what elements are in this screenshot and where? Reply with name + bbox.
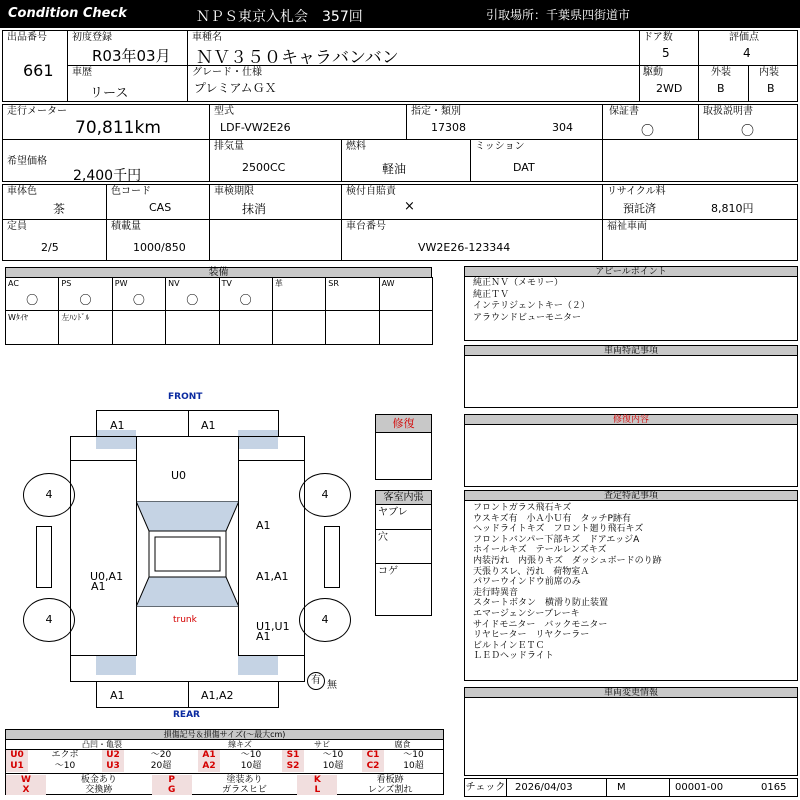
legend-desc: 10超 [240,761,262,771]
inspection-cell [209,184,342,220]
equipment-label: AW [381,279,395,288]
lot-cell [2,30,68,102]
inspection-note-line: ヘッドライトキズ フロント廻り飛石キズ [473,524,644,535]
first-reg-value: R03年03月 [92,47,171,65]
self-liability-label: 検付自賠責 [346,186,396,197]
equipment-label: TV [221,279,232,288]
meter-label: 走行メーター [7,106,67,117]
legend-other-desc: ガラスヒビ [222,785,267,795]
mark-right-front-door: A1 [256,519,271,532]
car-name-label: 車種名 [192,32,222,43]
appeal-panel [464,266,798,341]
equipment-label: PS [61,279,72,288]
grade-label: グレード・仕様 [192,67,262,78]
equipment-cell [112,277,166,311]
right-fender-line [239,460,305,461]
spare-no-label: 無 [327,680,337,691]
mark-right-side: A1,A1 [256,570,289,583]
inspection-note-line: ウスキズ有 小Ａ小Ｕ有 タッチP跡有 [473,513,631,524]
appeal-line: 純正ＮＶ（メモリー） [473,278,564,288]
legend-code: S2 [282,761,304,772]
inspection-notes-panel [464,490,798,681]
trunk-label: trunk [173,615,197,625]
recycle-fee: 8,810円 [711,202,754,215]
footer-number: 0165 [761,782,787,793]
equipment-value: 〇 [132,293,145,307]
legend-code: U0 [6,750,28,761]
cabin-divider-2 [376,563,431,564]
equipment-cell [379,277,433,311]
legend-other-desc: 板金あり [80,775,117,785]
meter-cell [2,104,210,140]
tire-rear-right [299,598,351,642]
equipment-cell [5,277,59,311]
appeal-title: アピールポイント [465,267,797,277]
load-value: 1000/850 [133,241,186,254]
equipment-label: NV [168,279,180,288]
inspection-value: 抹消 [242,202,267,216]
special-notes-panel [464,345,798,408]
capacity-cell [2,219,107,261]
legend-code: C2 [362,761,384,772]
check-label: チェック [465,779,507,796]
mission-value: DAT [513,161,535,174]
check-date: 2026/04/03 [515,782,573,793]
inspection-note-line: エマージェンシーブレーキ [473,608,580,619]
displacement-label: 排気量 [214,141,244,152]
inspection-label: 車検期限 [214,186,254,197]
cabin-box [375,490,432,616]
equipment-extra-cell [325,310,379,345]
mark-hood: U0 [171,469,187,482]
warranty-value: 〇 [641,124,655,139]
legend-desc: 〜10 [54,761,76,771]
equipment-value: 〇 [26,293,39,307]
mark-left-slide-door-2: A1 [91,580,106,593]
displacement-cell [209,139,342,182]
equipment-cell [272,277,326,311]
legend-separator [6,773,443,774]
legend-code: C1 [362,750,384,761]
capacity-label: 定員 [7,221,27,232]
history-cell [67,65,188,102]
right-rear-line [239,655,305,656]
inspection-note-line: フロントガラス飛石キズ [473,503,572,513]
equipment-extra-cell [219,310,273,345]
legend-desc: 10超 [403,761,424,771]
equipment-cell [58,277,112,311]
load-cell [106,219,210,261]
color-label: 車体色 [7,186,37,197]
recycle-status: 預託済 [623,202,656,215]
appeal-line: アラウンドビューモニター [473,312,582,323]
special-notes-title: 車両特記事項 [465,346,797,356]
designation-label: 指定・類別 [411,106,461,117]
equipment-extra-cell [165,310,219,345]
legend-code: A1 [198,750,220,761]
sheet-title: Condition Check [8,6,127,21]
rear-bumper-divider [188,681,189,708]
cabin-title: 客室内張 [376,491,431,505]
inspection-note-line: スタートボタン 横滑り防止装置 [473,598,609,609]
mark-right-rear-2: A1 [256,630,271,643]
appeal-lines [473,278,793,324]
manual-label: 取扱説明書 [703,106,753,117]
legend-code: A2 [198,761,220,772]
drive-cell [639,65,699,102]
repair-side-box [375,414,432,480]
equipment-title: 装備 [5,267,432,278]
footer-bar [464,778,798,797]
model-cell [209,104,407,140]
right-side-window [324,526,340,588]
designation-cell [406,104,603,140]
mark-front-bumper-left: A1 [110,419,125,432]
damage-legend [5,729,444,795]
legend-title: 損傷記号＆損傷サイズ(〜最大cm) [6,730,443,740]
history-label: 車歴 [72,67,92,78]
tire-rear-left [23,598,75,642]
exterior-label: 外装 [711,67,731,78]
doors-value: 5 [662,46,670,60]
doors-label: ドア数 [643,32,673,43]
color-code-cell [106,184,210,220]
recycle-label: リサイクル料 [607,186,666,197]
mark-right-rear: U1,U1 [256,620,290,633]
capacity-value: 2/5 [41,241,59,254]
mark-rear-bumper-right: A1,A2 [201,689,234,702]
color-cell [2,184,107,220]
price-cell [2,139,210,182]
equipment-extra-cell [379,310,433,345]
inspection-note-line: 走行時異音 [473,587,519,598]
inspector: M [617,782,626,793]
hood-panel [136,436,239,502]
legend-other-code: G [152,785,192,795]
footer-div-2 [669,779,670,796]
appeal-line: 純正ＴＶ [473,289,510,300]
fuel-value: 軽油 [382,162,407,176]
self-liability-value: × [404,199,415,214]
left-rear-line [70,655,136,656]
cabin-item-hole: 穴 [378,532,388,543]
tire-rear-right-value: 4 [321,613,329,626]
appeal-line: インテリジェントキー（２） [473,301,590,311]
equipment-grid [5,277,432,345]
vehicle-diagram [0,380,375,725]
equipment-value: 〇 [186,293,199,307]
color-code-label: 色コード [111,186,151,197]
front-label: FRONT [168,392,203,402]
chassis-label: 車台番号 [346,221,386,232]
blank-cell-1 [602,139,798,182]
lot-number: 661 [23,61,54,80]
first-reg-label: 初度登録 [72,32,112,43]
legend-code: U2 [102,750,124,761]
tire-front-left-value: 4 [45,488,53,501]
interior-value: B [767,82,775,95]
equipment-label: AC [8,279,19,288]
inspection-note-line: リヤヒーター リヤクーラー [473,630,590,641]
chassis-cell [209,219,603,261]
recycle-cell [602,184,798,220]
legend-desc: 20超 [150,761,172,771]
first-reg-cell [67,30,188,66]
equipment-extra-cell [112,310,166,345]
inspection-note-line: 内装汚れ 内張りキズ ダッシュボードのり跡 [473,555,662,566]
inspection-note-line: サイドモニター バックモニター [473,619,608,630]
legend-grid [6,740,443,794]
legend-desc: 〜10 [240,750,262,760]
score-value: 4 [743,46,751,60]
exterior-value: B [717,82,725,95]
front-bumper-divider [188,410,189,437]
equipment-cell [325,277,379,311]
color-value: 茶 [53,202,66,216]
pickup-location: 引取場所：千葉県四街道市 [486,8,631,22]
chassis-value: VW2E26-123344 [418,241,511,254]
displacement-value: 2500CC [242,161,286,174]
legend-other-desc: 塗装あり [226,775,263,785]
legend-code: U1 [6,761,28,772]
cabin-divider-1 [376,529,431,530]
grade-value: プレミアムＧＸ [194,81,277,95]
mark-rear-bumper-left: A1 [110,689,125,702]
legend-other-desc: 看板跡 [376,775,404,785]
welfare-cell [602,219,798,261]
chassis-divider [341,219,342,261]
load-label: 積載量 [111,221,141,232]
cabin-glass [136,501,239,607]
grade-cell [187,65,640,102]
doors-cell [639,30,699,66]
equipment-cell [219,277,273,311]
model-value: LDF-VW2E26 [220,121,291,134]
legend-header: 腐食 [362,740,443,750]
model-label: 型式 [214,106,234,117]
score-cell [698,30,798,66]
repair-content-title: 修復内容 [465,415,797,425]
equipment-value: 〇 [239,293,252,307]
history-value: リース [90,86,129,101]
fuel-cell [341,139,471,182]
fuel-label: 燃料 [346,141,366,152]
warranty-cell [602,104,699,140]
inspection-note-line: ホイールキズ テールレンズキズ [473,545,607,556]
inspection-note-line: ＬＥＤヘッドライト [473,651,554,662]
spare-tire-yes [307,672,325,690]
inspection-note-line: ビルトインＥＴＣ [473,640,545,651]
equipment-label: SR [328,279,339,288]
equipment-extra-label: 左ﾊﾝﾄﾞﾙ [61,313,90,322]
legend-desc: エクボ [51,750,79,760]
tire-front-right-value: 4 [321,488,329,501]
manual-cell [698,104,798,140]
category-value: 304 [552,121,573,134]
change-info-panel [464,687,798,776]
inspection-note-line: フロントバンパー下部キズ ドアエッジA [473,534,640,545]
interior-cell [748,65,798,102]
equipment-extra-cell [5,310,59,345]
equipment-label: 革 [274,279,283,288]
tire-front-right [299,473,351,517]
legend-header: サビ [282,740,362,750]
footer-div-1 [606,779,607,796]
car-name-value: ＮＶ３５０キャラバンバン [196,48,399,68]
auction-name: ＮＰＳ東京入札会 357回 [196,9,363,25]
left-side-window [36,526,52,588]
equipment-extra-cell [58,310,112,345]
interior-label: 内装 [759,67,779,78]
legend-other-code: K [297,775,337,785]
legend-other-desc: レンズ割れ [367,785,413,795]
manual-value: 〇 [741,124,755,139]
color-code-value: CAS [149,201,172,214]
mission-label: ミッション [475,141,525,152]
legend-desc: 〜20 [150,750,172,760]
legend-header: 線キズ [198,740,282,750]
repair-side-title: 修復 [376,415,431,433]
tire-rear-left-value: 4 [45,613,53,626]
equipment-label: PW [114,279,128,288]
equipment-extra-cell [272,310,326,345]
tire-front-left [23,473,75,517]
inspection-notes-title: 査定特記事項 [465,491,797,501]
legend-other-code: L [297,785,337,795]
car-name-cell [187,30,640,66]
drive-label: 駆動 [643,67,663,78]
left-fender-line [70,460,136,461]
legend-desc: 10超 [322,761,344,771]
equipment-extra-label: Wﾀｲﾔ [8,313,28,322]
mission-cell [470,139,603,182]
mark-left-slide-door: U0,A1 [90,570,124,583]
price-label: 希望価格 [7,156,47,167]
meter-value: 70,811km [75,118,161,138]
legend-other-desc: 交換跡 [85,785,113,795]
cabin-item-tear: ヤブレ [378,507,408,518]
legend-other-code: X [6,785,46,795]
legend-desc: 〜10 [403,750,424,760]
mark-front-bumper-right: A1 [201,419,216,432]
legend-desc: 〜10 [322,750,344,760]
warranty-label: 保証書 [609,106,639,117]
change-info-title: 車両変更情報 [465,688,797,698]
footer-code: 00001-00 [675,782,724,793]
legend-header: 凸凹・亀裂 [6,740,198,750]
equipment-cell [165,277,219,311]
legend-other-code: P [152,775,192,785]
equipment-value: 〇 [79,293,92,307]
repair-content-panel [464,414,798,487]
designation-value: 17308 [431,121,466,134]
legend-code: U3 [102,761,124,772]
inspection-note-line: パワーウインドウ前席のみ [473,577,581,588]
header-bar [0,0,800,28]
price-value: 2,400千円 [73,168,142,184]
self-liability-cell [341,184,603,220]
drive-value: 2WD [656,82,683,95]
inspection-notes-lines [473,503,793,662]
spare-yes-label: 有 [311,675,321,686]
exterior-cell [698,65,749,102]
lot-label: 出品番号 [7,32,47,43]
legend-code: S1 [282,750,304,761]
inspection-note-line: 天張りスレ、汚れ 荷物室Ａ [473,566,590,577]
cabin-item-burn: コゲ [378,566,398,577]
score-label: 評価点 [729,32,759,43]
rear-label: REAR [173,710,200,720]
legend-other-code: W [6,775,46,785]
welfare-label: 福祉車両 [607,221,647,232]
